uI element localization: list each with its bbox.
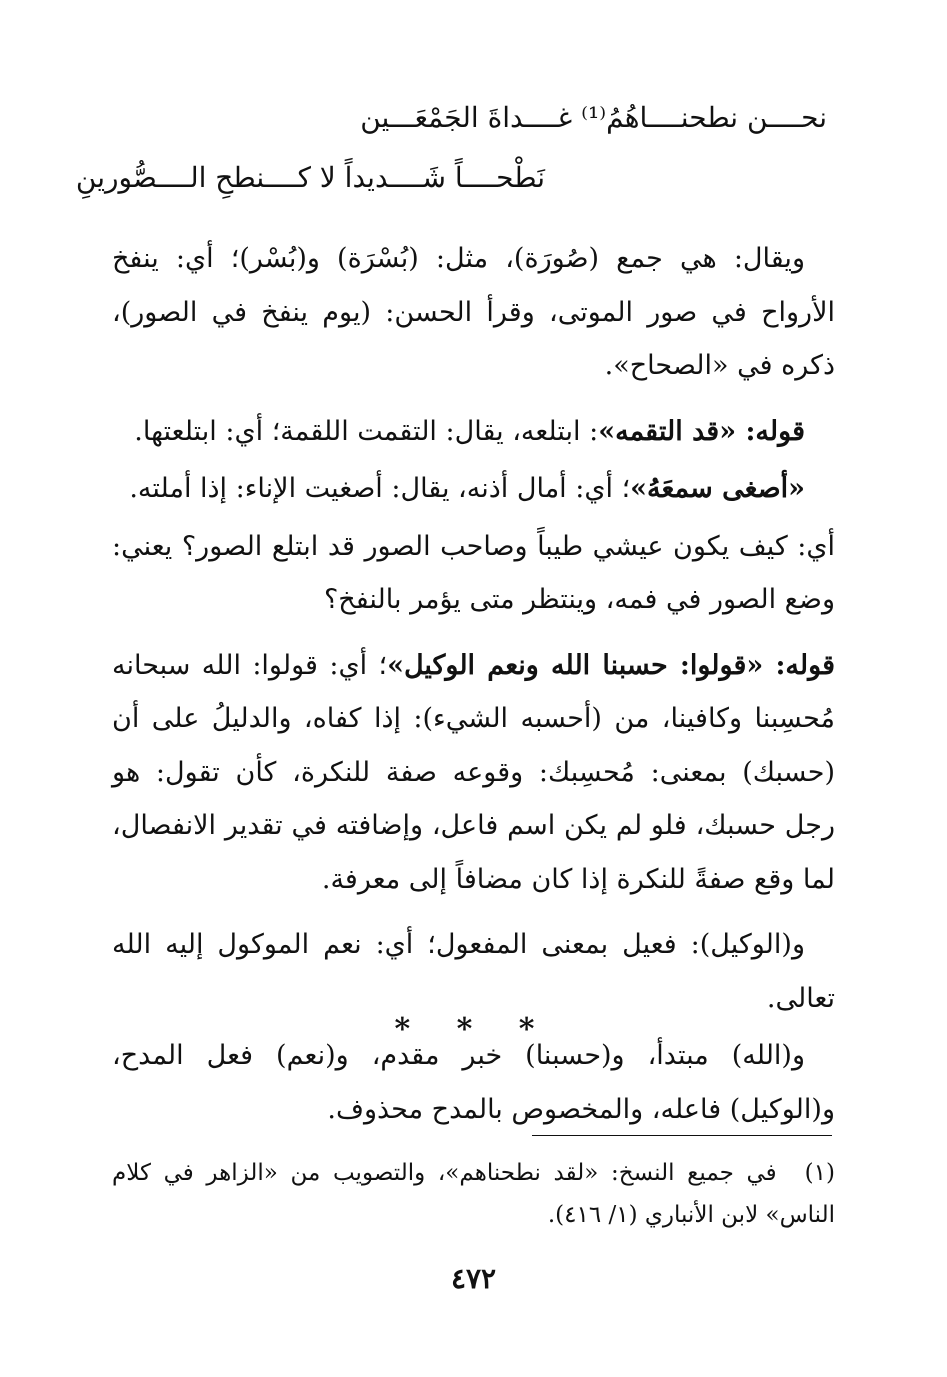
footnote-text: في جميع النسخ: «لقد نطحناهم»، والتصويب من «الزاهر في كلام الناس» لابن الأنباري (١/ ٤١٦). <box>112 1160 835 1228</box>
paragraph-iltaqamahu-text: : ابتلعه، يقال: التقمت اللقمة؛ أي: ابتلعتها. <box>134 415 599 447</box>
headword-qad-iltaqamahu: قوله: «قد التقمه» <box>598 415 805 447</box>
poem-verse-second-hemistich: نَطْحــــاً شَــــديداً لا كــــنطحِ الــــصُّورينِ <box>75 161 545 194</box>
headword-hasbuna-allah: قوله: «قولوا: حسبنا الله ونعم الوكيل» <box>387 649 835 681</box>
footnote-rule <box>532 1135 832 1136</box>
paragraph-hasbuna <box>112 639 835 907</box>
paragraph-iltaqamahu <box>112 405 835 459</box>
paragraph-sur-plural: ويقال: هي جمع (صُورَة)، مثل: (بُسْرَة) و(بُسْر)؛ أي: ينفخ الأرواح في صور الموتى، وقرأ الحسن: (يوم ينفخ في الصور)، ذكره في «الصحاح». <box>112 243 835 381</box>
section-separator: * * * <box>394 1012 553 1047</box>
footnote-number: (١) <box>804 1160 835 1186</box>
headword-asgha-samahu: «أصغى سمعَهُ» <box>630 473 805 504</box>
poem-verse-first-hemistich: نحــــن نطحنــــاهُمُ⁽¹⁾ غــــداةَ الجَمْعَـــين <box>360 101 827 134</box>
page-number: ٤٧٢ <box>450 1262 497 1295</box>
paragraph-asgha <box>112 462 835 516</box>
paragraph-asgha-text: ؛ أي: أمال أذنه، يقال: أصغيت الإناء: إذا أملته. <box>129 473 631 504</box>
paragraph-wakil: و(الوكيل): فعيل بمعنى المفعول؛ أي: نعم الموكول إليه الله تعالى. <box>112 929 835 1014</box>
paragraph-explanation: أي: كيف يكون عيشي طيباً وصاحب الصور قد ابتلع الصور؟ يعني: وضع الصور في فمه، وينتظر متى يؤمر بالنفخ؟ <box>112 530 835 615</box>
footnote <box>112 1152 835 1236</box>
paragraph-irab: و(الله) مبتدأ، و(حسبنا) خبر مقدم، و(نعم) فعل المدح، و(الوكيل) فاعله، والمخصوص بالمدح محذوف. <box>112 1040 835 1125</box>
paragraph-hasbuna-text: ؛ أي: قولوا: الله سبحانه مُحسِبنا وكافينا، من (أحسبه الشيء): إذا كفاه، والدليلُ على أن (حسبك) بمعنى: مُحسِبك: وقوعه صفة للنكرة، كأن تقول: هو رجل حسبك، فلو لم يكن اسم فاعل، وإضافته في تقدير الانفصال، لما وقع صفةً للنكرة إذا كان مضافاً إلى معرفة. <box>112 649 835 895</box>
main-text <box>112 232 835 1148</box>
